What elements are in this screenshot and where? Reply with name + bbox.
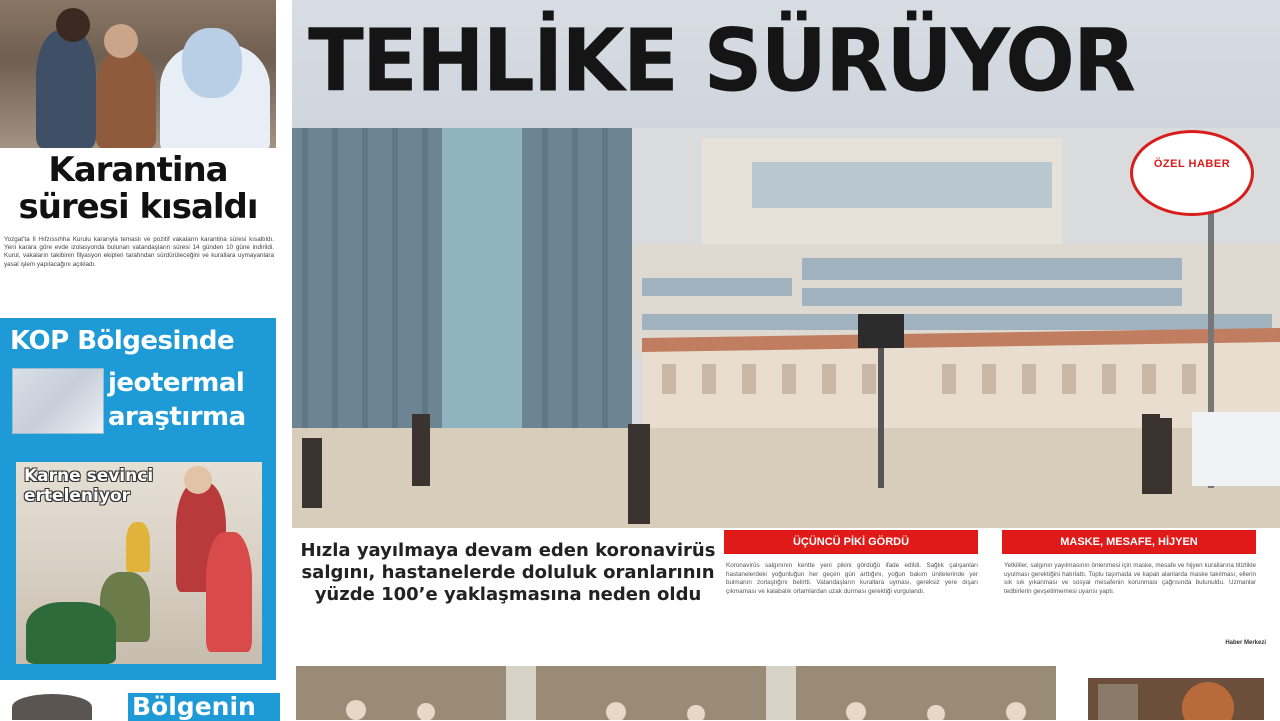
bottom-group-illustration <box>296 666 1056 720</box>
karantina-headline[interactable] <box>0 152 276 226</box>
box-maske-mesafe-body: Yetkililer, salgının yayılmasının önlenmesi için maske, mesafe ve hijyen kurallarına titizlikle uyulması gerektiğini hatırlattı. Toplu taşımada ve kapalı alanlarda maske takılması, ellerin sık sık yıkanması ve sosyal mesafenin korunması çağrısında bulunuldu. Uzmanlar tedbirlerin gevşetilmemesi uyarısı yaptı. <box>1004 562 1256 595</box>
quarantine-photo <box>0 0 276 148</box>
kop-headline: KOP Bölgesinde <box>10 326 235 356</box>
photo-caption: Hızla yayılmaya devam eden koronavirüs salgını, hastanelerde doluluk oranlarının yüzde 100’e yaklaşmasına neden oldu <box>300 540 716 605</box>
karantina-body-text: Yozgat’ta İl Hıfzıssıhha Kurulu kararıyla temaslı ve pozitif vakaların karantina süresi kısaltıldı. Yeni karara göre evde izolasyonda bulunan vatandaşların süresi 14 günden 10 güne indirildi. Kurul, vakaların takibinin filyasyon ekipleri tarafından sürdürüleceğini ve kurallara uymayanlara yasal işlem yapılacağını açıkladı. <box>4 236 274 268</box>
main-headline[interactable]: TEHLİKE SÜRÜYOR <box>308 11 1135 112</box>
box-ucuncu-piki-title[interactable]: ÜÇÜNCÜ PİKİ GÖRDÜ <box>724 530 978 554</box>
karantina-headline-line2: süresi kısaldı <box>18 187 258 227</box>
hospital-scene-illustration <box>292 128 1280 528</box>
box-ucuncu-piki-body: Koronavirüs salgınının kentte yeni pikini gördüğü ifade edildi. Sağlık çalışanları hastanelerdeki yoğunluğun her geçen gün arttığını, yoğun bakım ünitelerinde yer bulmanın zorlaştığını belirtti. Vatandaşların kurallara uyması, gereksiz yere dışarı çıkmaması ve kalabalık ortamlardan uzak durması gerektiği vurgulandı. <box>726 562 978 595</box>
box-maske-mesafe-title[interactable]: MASKE, MESAFE, HİJYEN <box>1002 530 1256 554</box>
bottom-group-photo[interactable] <box>296 666 1056 720</box>
bottom-teaser-photo <box>12 694 92 720</box>
kop-subheadline: jeotermal araştırma <box>108 368 246 432</box>
bottom-teaser-headline: Bölgenin <box>128 693 280 721</box>
bottom-right-photo[interactable] <box>1088 678 1264 720</box>
news-credit: Haber Merkezi <box>1225 640 1266 646</box>
ozel-haber-badge <box>1130 130 1254 216</box>
bottom-right-illustration <box>1088 678 1264 720</box>
hospital-photo[interactable] <box>292 128 1280 528</box>
ozel-haber-badge-label: ÖZEL HABER <box>1153 158 1231 170</box>
children-photo-headline: Karne sevinci erteleniyor <box>24 466 154 506</box>
karantina-headline-line1: Karantina <box>48 150 228 190</box>
kop-thumbnail-image <box>12 368 104 434</box>
